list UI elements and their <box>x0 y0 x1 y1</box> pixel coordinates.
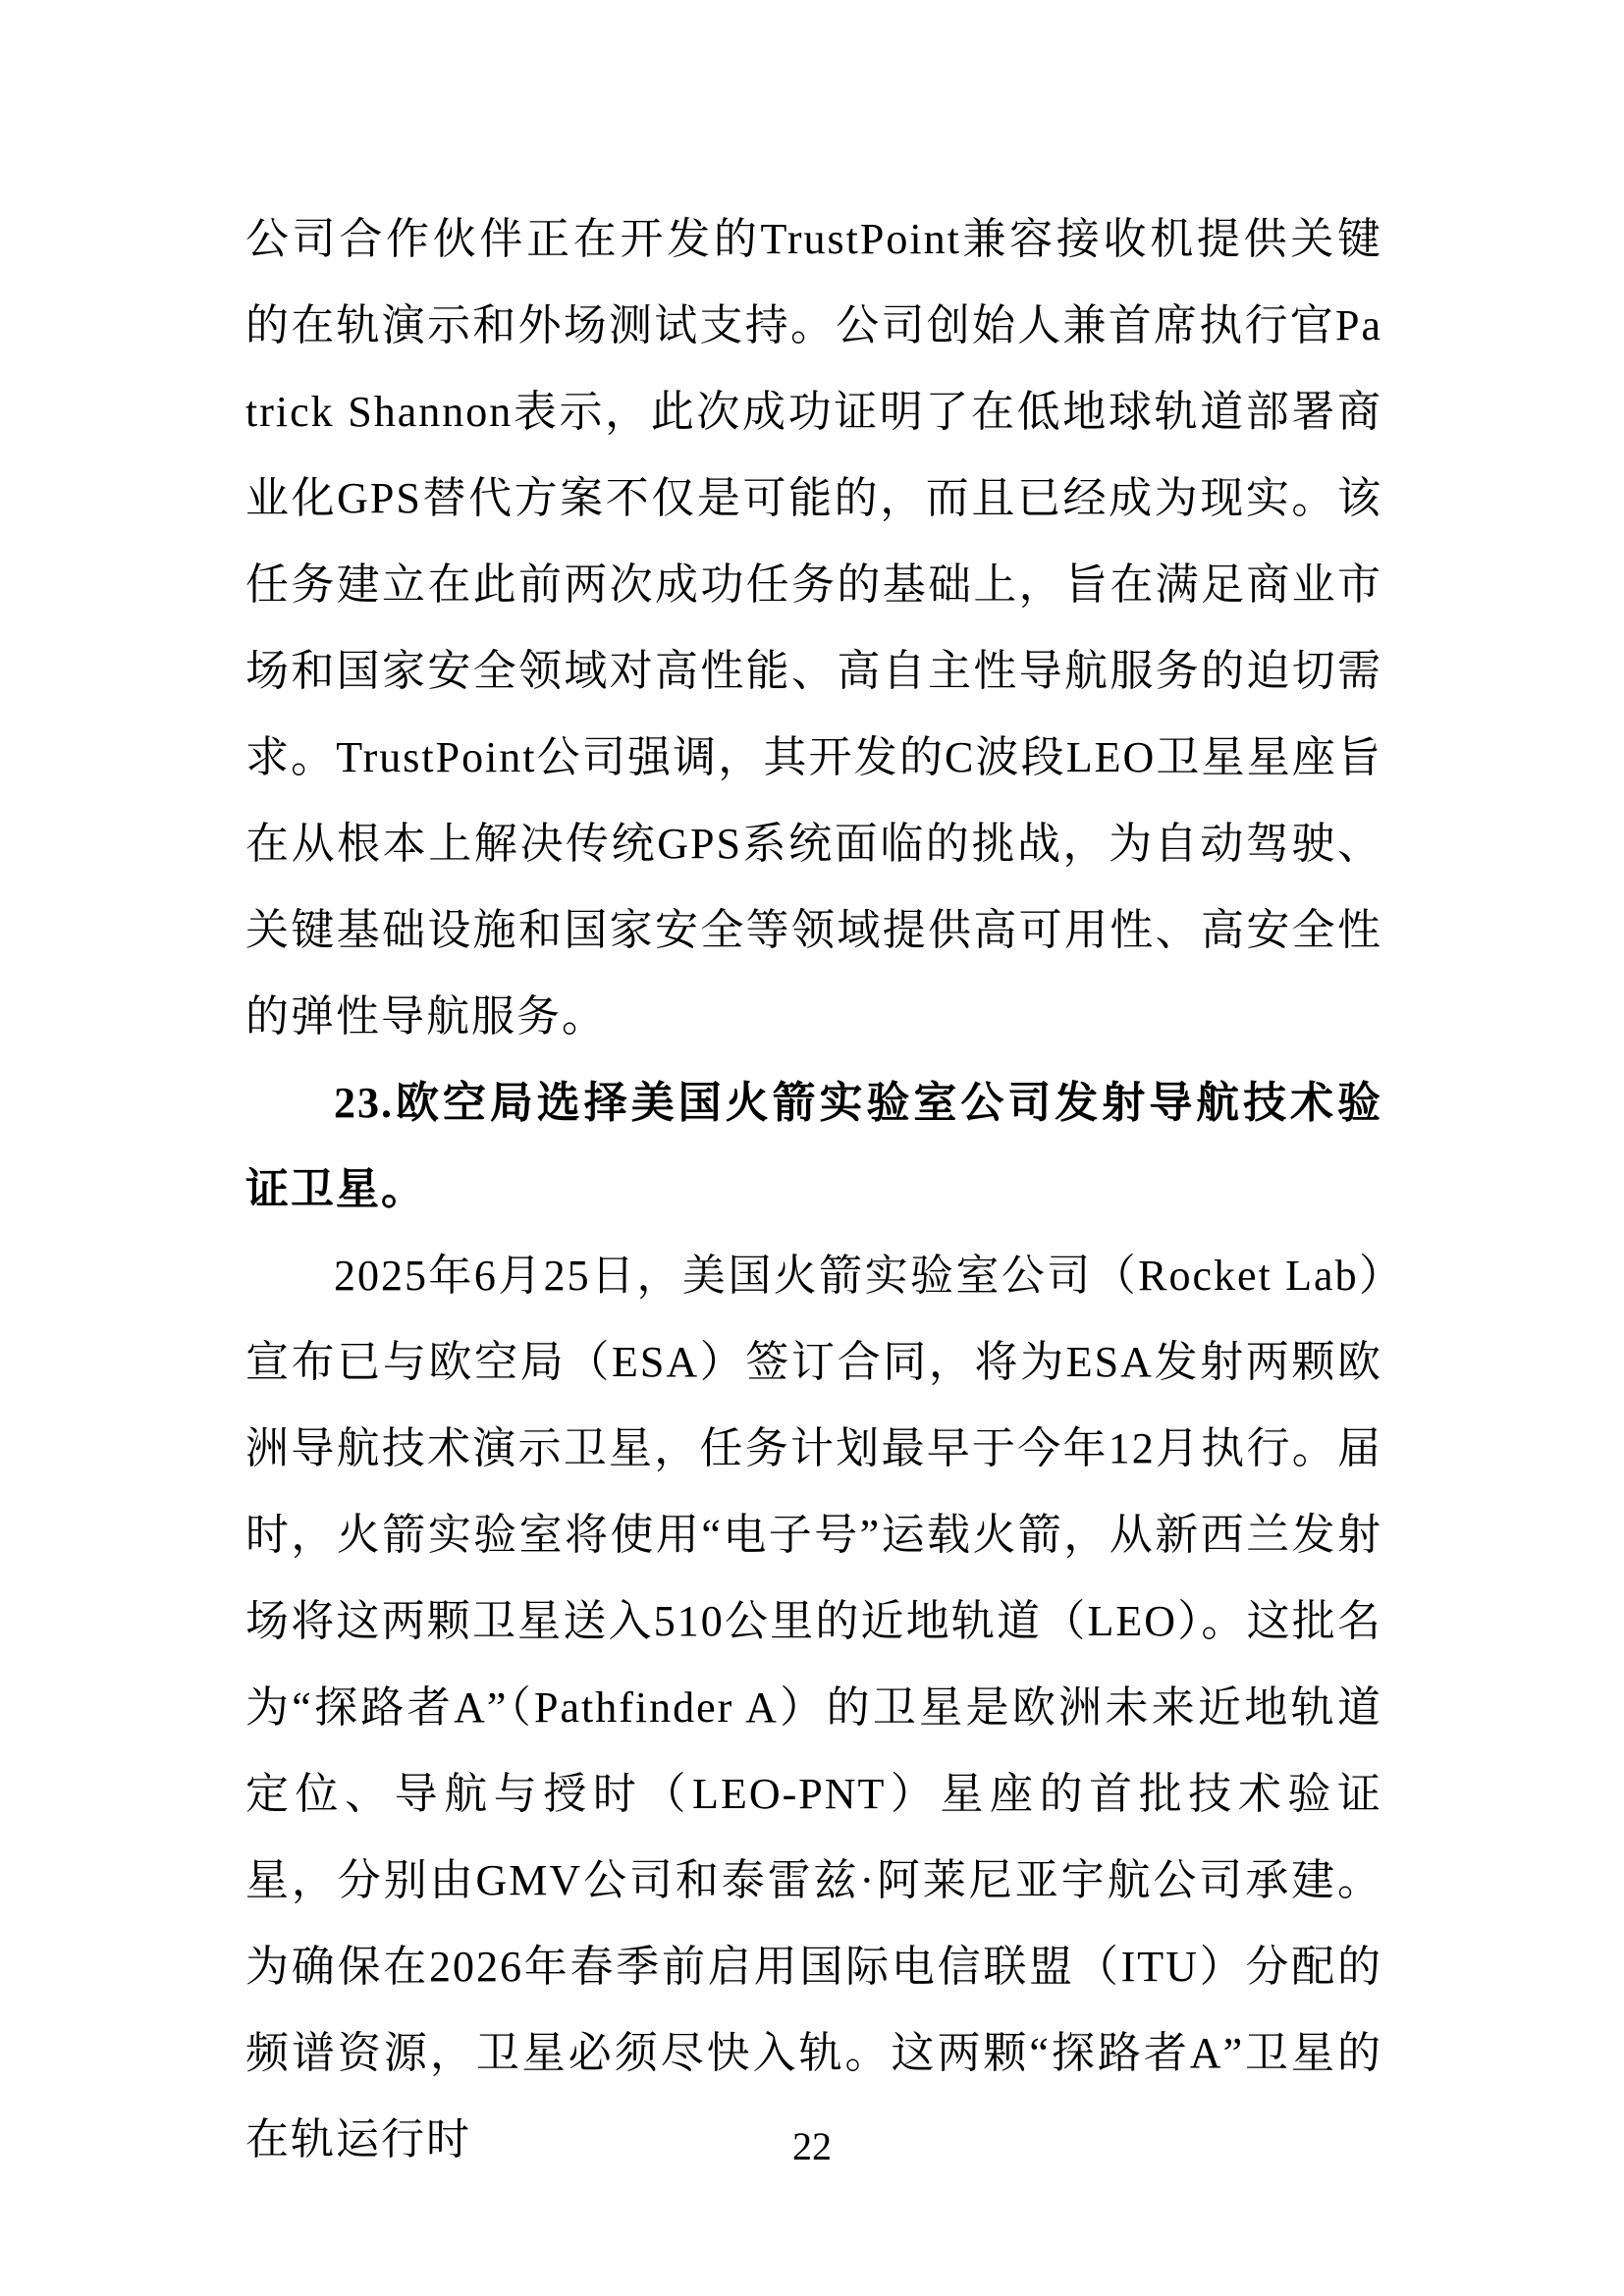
section-heading-23: 23.欧空局选择美国火箭实验室公司发射导航技术验证卫星。 <box>245 1079 1382 1213</box>
page-number: 22 <box>792 2124 832 2168</box>
paragraph-rocketlab-esa: 2025年6月25日，美国火箭实验室公司（Rocket Lab）宣布已与欧空局（ESA）签订合同，将为ESA发射两颗欧洲导航技术演示卫星，任务计划最早于今年12月执行。届时，火箭实验室将使用“电子号”运载火箭，从新西兰发射场将这两颗卫星送入510公里的近地轨道（LEO）。这批名为“探路者A”（Pathfinder A）的卫星是欧洲未来近地轨道定位、导航与授时（LEO-PNT）星座的首批技术验证星，分别由GMV公司和泰雷兹·阿莱尼亚宇航公司承建。为确保在2026年春季前启用国际电信联盟（ITU）分配的频谱资源，卫星必须尽快入轨。这两颗“探路者A”卫星的在轨运行时 <box>245 1252 1382 2163</box>
page-content <box>245 196 1382 2183</box>
paragraph-trustpoint-continuation: 公司合作伙伴正在开发的TrustPoint兼容接收机提供关键的在轨演示和外场测试支持。公司创始人兼首席执行官Patrick Shannon表示，此次成功证明了在低地球轨道部署商业化GPS替代方案不仅是可能的，而且已经成为现实。该任务建立在此前两次成功任务的基础上，旨在满足商业市场和国家安全领域对高性能、高自主性导航服务的迫切需求。TrustPoint公司强调，其开发的C波段LEO卫星星座旨在从根本上解决传统GPS系统面临的挑战，为自动驾驶、关键基础设施和国家安全等领域提供高可用性、高安全性的弹性导航服务。 <box>245 215 1382 1041</box>
